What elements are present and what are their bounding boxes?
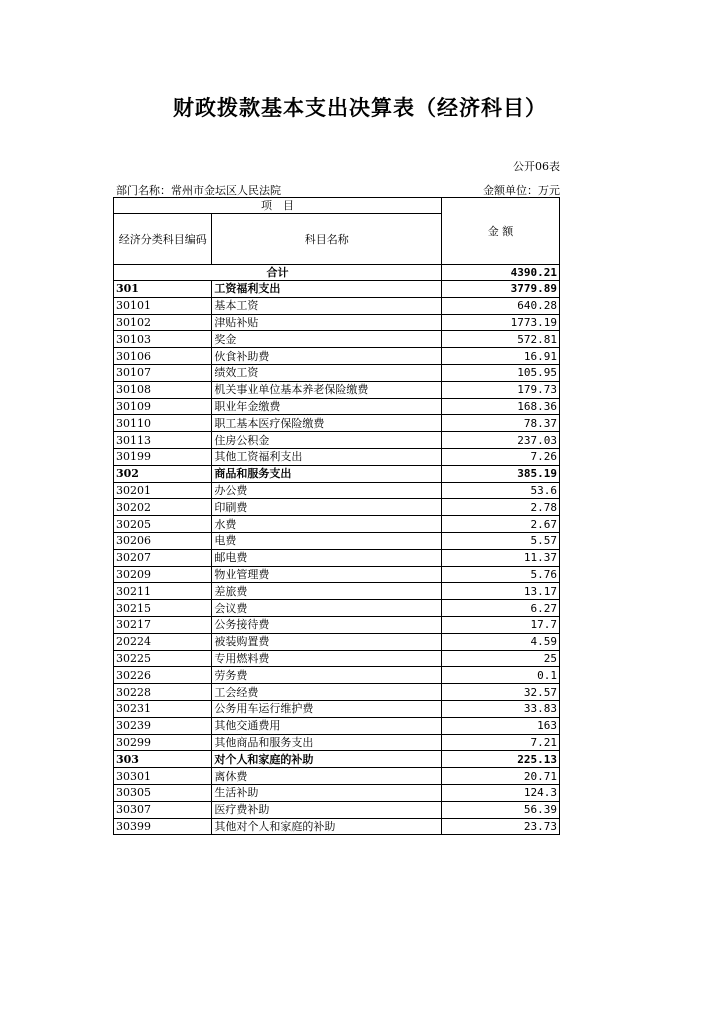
row-amount: 53.6 <box>442 482 560 499</box>
row-code: 30106 <box>114 348 212 365</box>
row-name: 电费 <box>212 532 442 549</box>
table-row <box>114 784 560 801</box>
column-header-amount: 金 额 <box>442 198 560 265</box>
table-row <box>114 667 560 684</box>
row-amount: 7.26 <box>442 448 560 465</box>
table-row <box>114 297 560 314</box>
row-amount: 11.37 <box>442 549 560 566</box>
row-code: 30399 <box>114 818 212 835</box>
table-row <box>114 650 560 667</box>
row-amount: 33.83 <box>442 700 560 717</box>
row-amount: 4.59 <box>442 633 560 650</box>
row-code: 30209 <box>114 566 212 583</box>
row-name: 专用燃料费 <box>212 650 442 667</box>
table-row <box>114 549 560 566</box>
row-code: 30102 <box>114 314 212 331</box>
row-name: 水费 <box>212 516 442 533</box>
row-amount: 179.73 <box>442 381 560 398</box>
row-amount: 2.67 <box>442 516 560 533</box>
row-amount: 105.95 <box>442 364 560 381</box>
form-number: 公开06表 <box>513 160 560 173</box>
row-code: 30299 <box>114 734 212 751</box>
column-group-header: 项 目 <box>114 198 442 214</box>
column-header-name: 科目名称 <box>212 214 442 265</box>
row-amount: 640.28 <box>442 297 560 314</box>
table-row <box>114 600 560 617</box>
row-name: 其他交通费用 <box>212 717 442 734</box>
row-name: 被装购置费 <box>212 633 442 650</box>
row-amount: 168.36 <box>442 398 560 415</box>
table-row <box>114 633 560 650</box>
table-row <box>114 801 560 818</box>
table-row <box>114 465 560 482</box>
row-code: 302 <box>114 465 212 482</box>
row-amount: 225.13 <box>442 751 560 768</box>
row-name: 津贴补贴 <box>212 314 442 331</box>
row-code: 30231 <box>114 700 212 717</box>
table-row <box>114 482 560 499</box>
row-amount: 3779.89 <box>442 281 560 298</box>
row-code: 30199 <box>114 448 212 465</box>
table-row <box>114 768 560 785</box>
row-code: 301 <box>114 281 212 298</box>
row-code: 30226 <box>114 667 212 684</box>
row-code: 30305 <box>114 784 212 801</box>
header-row-group <box>114 198 560 214</box>
row-name: 会议费 <box>212 600 442 617</box>
column-header-code: 经济分类科目编码 <box>114 214 212 265</box>
row-amount: 20.71 <box>442 768 560 785</box>
table-row <box>114 818 560 835</box>
table-row <box>114 348 560 365</box>
row-name: 公务用车运行维护费 <box>212 700 442 717</box>
row-amount: 56.39 <box>442 801 560 818</box>
row-name: 劳务费 <box>212 667 442 684</box>
row-name: 职业年金缴费 <box>212 398 442 415</box>
total-label: 合计 <box>114 265 442 281</box>
table-row <box>114 717 560 734</box>
row-name: 差旅费 <box>212 583 442 600</box>
table-row <box>114 364 560 381</box>
table-row <box>114 532 560 549</box>
row-name: 绩效工资 <box>212 364 442 381</box>
table-row <box>114 583 560 600</box>
row-name: 工资福利支出 <box>212 281 442 298</box>
row-code: 30206 <box>114 532 212 549</box>
row-amount: 7.21 <box>442 734 560 751</box>
table-row <box>114 432 560 449</box>
row-amount: 237.03 <box>442 432 560 449</box>
row-code: 30103 <box>114 331 212 348</box>
total-amount: 4390.21 <box>442 265 560 281</box>
row-name: 公务接待费 <box>212 616 442 633</box>
row-code: 30110 <box>114 415 212 432</box>
row-code: 30101 <box>114 297 212 314</box>
table-row <box>114 281 560 298</box>
row-amount: 23.73 <box>442 818 560 835</box>
table-row <box>114 448 560 465</box>
row-name: 离休费 <box>212 768 442 785</box>
row-code: 30228 <box>114 684 212 701</box>
row-code: 30108 <box>114 381 212 398</box>
row-code: 30113 <box>114 432 212 449</box>
table-row <box>114 499 560 516</box>
row-name: 办公费 <box>212 482 442 499</box>
row-name: 基本工资 <box>212 297 442 314</box>
row-code: 30301 <box>114 768 212 785</box>
row-amount: 2.78 <box>442 499 560 516</box>
row-name: 其他工资福利支出 <box>212 448 442 465</box>
row-name: 对个人和家庭的补助 <box>212 751 442 768</box>
table-row <box>114 734 560 751</box>
row-amount: 32.57 <box>442 684 560 701</box>
table-row <box>114 516 560 533</box>
row-amount: 78.37 <box>442 415 560 432</box>
row-amount: 25 <box>442 650 560 667</box>
row-amount: 5.76 <box>442 566 560 583</box>
row-name: 其他对个人和家庭的补助 <box>212 818 442 835</box>
row-name: 其他商品和服务支出 <box>212 734 442 751</box>
row-amount: 13.17 <box>442 583 560 600</box>
row-name: 奖金 <box>212 331 442 348</box>
row-code: 303 <box>114 751 212 768</box>
row-name: 医疗费补助 <box>212 801 442 818</box>
row-name: 印刷费 <box>212 499 442 516</box>
table-row <box>114 381 560 398</box>
row-amount: 0.1 <box>442 667 560 684</box>
row-code: 20224 <box>114 633 212 650</box>
table-row <box>114 314 560 331</box>
row-amount: 6.27 <box>442 600 560 617</box>
page-title: 财政拨款基本支出决算表（经济科目） <box>173 95 547 120</box>
expenditure-table <box>113 197 560 835</box>
row-code: 30307 <box>114 801 212 818</box>
table-row <box>114 566 560 583</box>
row-code: 30239 <box>114 717 212 734</box>
row-amount: 1773.19 <box>442 314 560 331</box>
row-code: 30107 <box>114 364 212 381</box>
row-code: 30217 <box>114 616 212 633</box>
table-row <box>114 415 560 432</box>
row-code: 30202 <box>114 499 212 516</box>
row-name: 工会经费 <box>212 684 442 701</box>
row-name: 伙食补助费 <box>212 348 442 365</box>
table-row <box>114 331 560 348</box>
row-amount: 572.81 <box>442 331 560 348</box>
amount-unit: 金额单位：万元 <box>483 184 560 197</box>
row-name: 住房公积金 <box>212 432 442 449</box>
table-row <box>114 700 560 717</box>
row-name: 机关事业单位基本养老保险缴费 <box>212 381 442 398</box>
row-code: 30211 <box>114 583 212 600</box>
row-amount: 124.3 <box>442 784 560 801</box>
row-amount: 16.91 <box>442 348 560 365</box>
row-name: 职工基本医疗保险缴费 <box>212 415 442 432</box>
table-row <box>114 398 560 415</box>
row-code: 30201 <box>114 482 212 499</box>
table-row <box>114 684 560 701</box>
table-row <box>114 616 560 633</box>
row-code: 30207 <box>114 549 212 566</box>
row-amount: 17.7 <box>442 616 560 633</box>
row-amount: 5.57 <box>442 532 560 549</box>
row-code: 30215 <box>114 600 212 617</box>
row-name: 物业管理费 <box>212 566 442 583</box>
row-code: 30225 <box>114 650 212 667</box>
row-code: 30109 <box>114 398 212 415</box>
table-row <box>114 751 560 768</box>
row-amount: 385.19 <box>442 465 560 482</box>
row-amount: 163 <box>442 717 560 734</box>
total-row <box>114 265 560 281</box>
row-code: 30205 <box>114 516 212 533</box>
row-name: 邮电费 <box>212 549 442 566</box>
row-name: 商品和服务支出 <box>212 465 442 482</box>
row-name: 生活补助 <box>212 784 442 801</box>
department-name: 部门名称：常州市金坛区人民法院 <box>116 184 281 197</box>
